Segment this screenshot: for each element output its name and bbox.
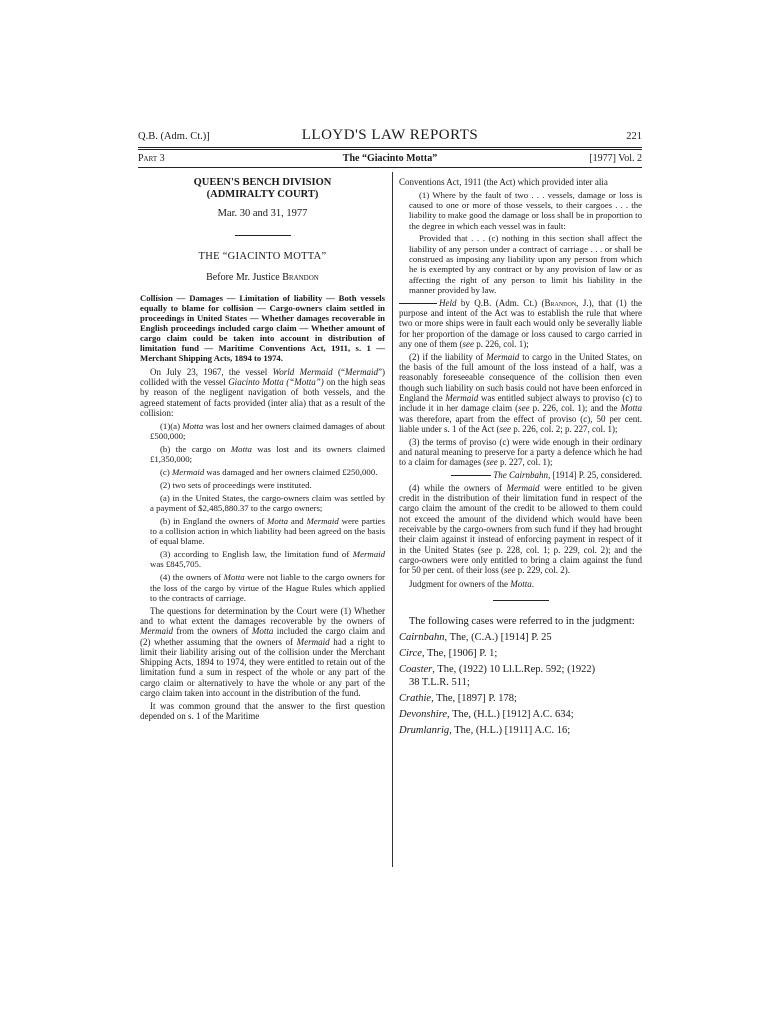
court-line: QUEEN'S BENCH DIVISION <box>193 177 332 188</box>
case-name: THE “GIACINTO MOTTA” <box>198 251 327 263</box>
cases-list <box>399 631 642 737</box>
page-number: 221 <box>626 131 642 142</box>
fact-item: (b) in England the owners of Motta and Mermaid were parties to a collision action in which liability had been agreed on the basis of equal blame. <box>150 515 385 547</box>
separator <box>493 600 549 601</box>
held-paragraph: (3) the terms of proviso (c) were wide enough in their ordinary and natural meaning to preserve for a party a defence which he had to a claim for damages (see p. 227, col. 1); <box>399 436 642 468</box>
court-line: (ADMIRALTY COURT) <box>206 189 319 200</box>
fact-item: (a) in the United States, the cargo-owners claim was settled by a payment of $2,485,880.37 to the cargo owners; <box>150 492 385 513</box>
common-ground-paragraph: It was common ground that the answer to the first question depended on s. 1 of the Maritime <box>140 700 385 722</box>
statute-proviso: Provided that . . . (c) nothing in this section shall affect the liability of any person under a contract of carriage . . . or shall be construed as imposing any liability upon any person from which he is exempted by any contract or by any provision of law or as affecting the right of any person to limit his liability in the manner provided by law. <box>409 233 642 295</box>
case-reference: Crathie, The, [1897] P. 178; <box>399 692 517 704</box>
catchwords: Collision — Damages — Limitation of liability — Both vessels equally to blame for collision — Cargo-owners claim settled in proceedings in United States — Whether damages recoverable in English proceedings included cargo claim — Whether amount of cargo claim could be taken into account in distribution of limitation fund — Maritime Conventions Act, 1911, s. 1 — Merchant Shipping Acts, 1894 to 1974. <box>140 292 385 363</box>
judge-name: Brandon <box>282 271 319 283</box>
header-volume: [1977] Vol. 2 <box>589 153 642 164</box>
case-reference: Coaster, The, (1922) 10 Ll.L.Rep. 592; (1922) <box>399 663 596 675</box>
held-paragraph: Held by Q.B. (Adm. Ct.) (Brandon, J.), that (1) the purpose and intent of the Act was to establish the rule that where two or more ships were in fault each would only be severally liable for her proportion of the damage or loss caused to cargo carried in any one of them (see p. 226, col. 1); <box>399 297 643 349</box>
header-case: The “Giacinto Motta” <box>342 153 438 164</box>
case-reference: Drumlanrig, The, (H.L.) [1911] A.C. 16; <box>399 724 571 736</box>
statute-quote: (1) Where by the fault of two . . . vessels, damage or loss is caused to one or more of those vessels, to their cargoes . . . the liability to make good the damage or loss shall be in proportion to the degree in which each vessel was in fault: <box>409 189 642 231</box>
case-reference: Circe, The, [1906] P. 1; <box>399 647 498 659</box>
judgment-line: Judgment for owners of the Motta. <box>409 579 534 590</box>
header-rule <box>138 147 642 148</box>
hearing-date: Mar. 30 and 31, 1977 <box>217 208 308 219</box>
fact-item: (1)(a) Motta was lost and her owners claimed damages of about £500,000; <box>150 420 385 442</box>
fact-item: (b) the cargo on Motta was lost and its owners claimed £1,350,000; <box>150 443 385 465</box>
header-court: Q.B. (Adm. Ct.)] <box>138 131 210 142</box>
held-paragraph: (4) while the owners of Mermaid were entitled to be given credit in the distribution of their limitation fund in respect of the cargo claim the amount of the credit to be allowed to them could not exceed the amount of the dividend which would have been receivable by the cargo-owners from such fund if they had brought their claim against it instead of enforcing payment in respect of it in the United States (see p. 228, col. 1; p. 229, col. 2); and the cargo-owners were only entitled to bring a claim against the fund for 50 per cent. of their loss (see p. 229, col. 2). <box>399 482 642 576</box>
facts-paragraph: On July 23, 1967, the vessel World Mermaid (“Mermaid”) collided with the vessel Giacinto Motta (“Motta”) on the high seas by reason of the negligent navigation of both vessels, and the agreed statement of facts provided (inter alia) that as a result of the collision: <box>140 366 386 419</box>
sub-header-rule <box>138 167 642 168</box>
running-header <box>138 128 642 146</box>
held-paragraph: (2) if the liability of Mermaid to cargo in the United States, on the basis of the full amount of the loss instead of a half, was a reasonably foreseeable consequence of the collision then even though such liability on such basis could not have been enforced in England the Mermaid was entitled subject always to proviso (c) to include it in her damage claim (see p. 226, col. 1); and the Motta was therefore, apart from the effect of proviso (c), 50 per cent. liable under s. 1 of the Act (see p. 226, col. 2; p. 227, col. 1); <box>399 351 642 434</box>
before-judge: Before Mr. Justice Brandon <box>206 271 319 283</box>
fact-item: (c) Mermaid was damaged and her owners claimed £250,000. <box>160 467 378 478</box>
header-title: LLOYD'S LAW REPORTS <box>301 127 479 143</box>
left-column <box>140 177 385 724</box>
cases-intro: The following cases were referred to in the judgment: <box>409 615 635 627</box>
right-column <box>399 177 642 740</box>
sub-header <box>138 153 642 167</box>
case-considered: The Cairnbahn, [1914] P. 25, considered. <box>399 470 642 480</box>
questions-paragraph: The questions for determination by the Court were (1) Whether and to what extent the damages recoverable by the owners of Mermaid from the owners of Motta included the cargo claim and (2) whether assuming that the owners of Mermaid had a right to limit their liability arising out of the collision under the Merchant Shipping Acts, 1894 to 1974, they were entitled to retain out of the limitation fund a sum in respect of the whole or any part of the cargo claim or alternatively to have the whole or any part of the cargo claim taken into account in the distribution of the fund. <box>140 605 385 698</box>
fact-item: (4) the owners of Motta were not liable to the cargo owners for the loss of the cargo by virtue of the Hague Rules which applied to the contracts of carriage. <box>150 572 385 603</box>
court-heading <box>140 177 385 201</box>
statute-intro: Conventions Act, 1911 (the Act) which provided inter alia <box>399 177 608 187</box>
separator <box>235 235 291 236</box>
header-rule <box>138 149 642 150</box>
fact-item: (2) two sets of proceedings were instituted. <box>160 479 312 490</box>
header-part: Part 3 <box>138 153 165 164</box>
fact-item: (3) according to English law, the limitation fund of Mermaid was £845,705. <box>150 549 385 570</box>
case-reference: Cairnbahn, The, (C.A.) [1914] P. 25 <box>399 631 552 643</box>
case-reference: Devonshire, The, (H.L.) [1912] A.C. 634; <box>399 708 574 720</box>
case-reference-cont: 38 T.L.R. 511; <box>409 676 470 688</box>
column-divider <box>392 172 393 867</box>
